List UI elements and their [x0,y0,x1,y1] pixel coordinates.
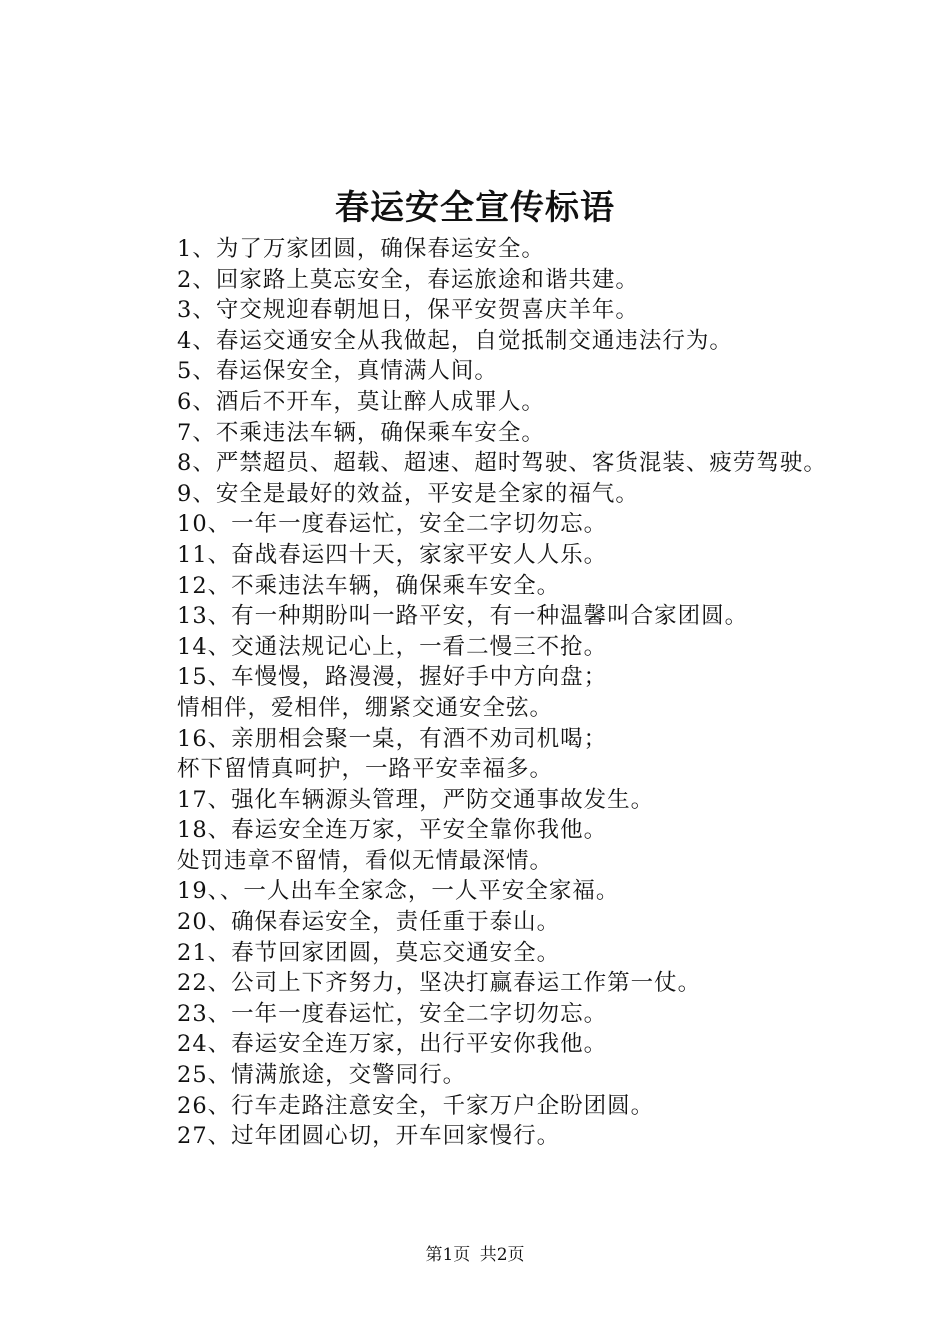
slogan-item: 6、酒后不开车，莫让醉人成罪人。 [177,388,545,415]
slogan-item: 3、守交规迎春朝旭日，保平安贺喜庆羊年。 [177,297,639,324]
slogan-item: 17、强化车辆源头管理，严防交通事故发生。 [177,786,655,813]
page-title: 春运安全宣传标语 [335,188,615,228]
page-number: 第1页 [425,1245,471,1265]
slogan-item: 9、安全是最好的效益，平安是全家的福气。 [177,480,639,507]
slogan-item: 16、亲朋相会聚一桌，有酒不劝司机喝； [177,725,608,752]
slogan-item: 14、交通法规记心上，一看二慢三不抢。 [177,633,608,660]
slogan-item: 15、车慢慢，路漫漫，握好手中方向盘； [177,664,608,691]
slogan-item: 18、春运安全连万家，平安全靠你我他。 [177,817,608,844]
slogan-item: 22、公司上下齐努力，坚决打赢春运工作第一仗。 [177,970,702,997]
slogan-item: 24、春运安全连万家，出行平安你我他。 [177,1031,608,1058]
slogan-item: 2、回家路上莫忘安全，春运旅途和谐共建。 [177,266,639,293]
slogan-item: 1、为了万家团圆，确保春运安全。 [177,236,545,262]
slogan-item: 8、严禁超员、超载、超速、超时驾驶、客货混装、疲劳驾驶。 [177,450,827,477]
slogan-item: 20、确保春运安全，责任重于泰山。 [177,909,561,936]
slogan-item: 25、情满旅途，交警同行。 [177,1062,467,1089]
slogan-continuation: 情相伴，爱相伴，绷紧交通安全弦。 [177,694,554,721]
slogan-item: 26、行车走路注意安全，千家万户企盼团圆。 [177,1092,655,1119]
slogan-item: 4、春运交通安全从我做起，自觉抵制交通违法行为。 [177,327,733,354]
slogan-item: 10、一年一度春运忙，安全二字切勿忘。 [177,511,608,538]
slogan-item: 5、春运保安全，真情满人间。 [177,358,498,385]
slogan-continuation: 处罚违章不留情，看似无情最深情。 [177,847,554,874]
slogan-item: 13、有一种期盼叫一路平安，有一种温馨叫合家团圆。 [177,603,749,630]
slogan-item: 12、不乘违法车辆，确保乘车安全。 [177,572,561,599]
slogan-list [132,234,832,1152]
slogan-item: 7、不乘违法车辆，确保乘车安全。 [177,419,545,446]
page-total: 共2页 [479,1245,525,1265]
slogan-item: 23、一年一度春运忙，安全二字切勿忘。 [177,1000,608,1027]
slogan-item: 27、过年团圆心切，开车回家慢行。 [177,1123,561,1150]
slogan-item: 21、春节回家团圆，莫忘交通安全。 [177,939,561,966]
slogan-item: 19、、一人出车全家念，一人平安全家福。 [177,878,620,905]
slogan-continuation: 杯下留情真呵护，一路平安幸福多。 [177,756,554,783]
slogan-item: 11、奋战春运四十天，家家平安人人乐。 [177,541,608,568]
page-footer [0,1243,950,1267]
